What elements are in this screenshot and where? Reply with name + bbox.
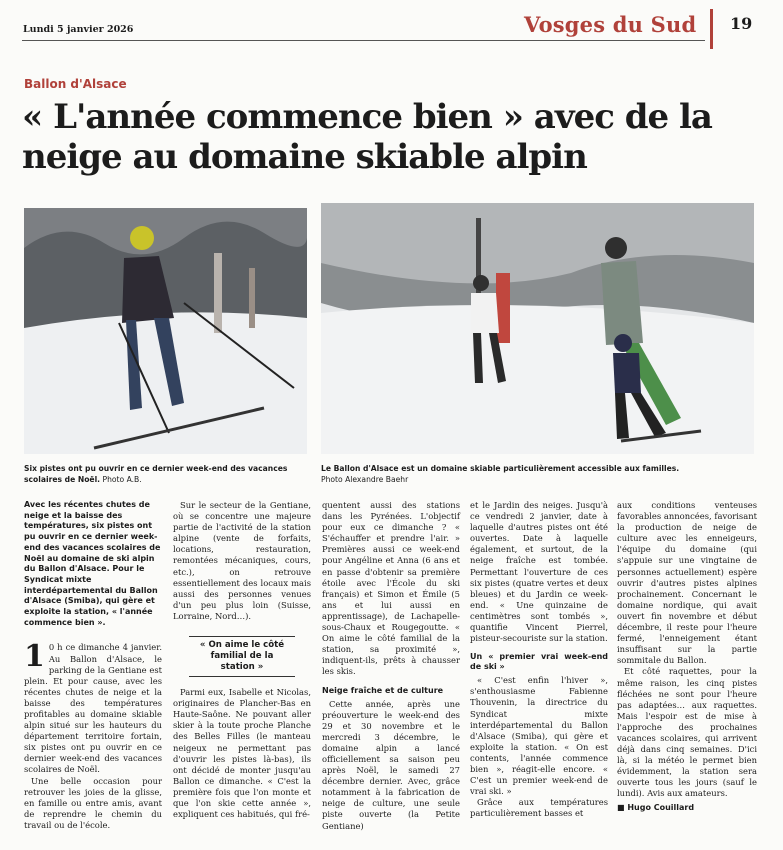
article-headline: « L'année commence bien » avec de la neige au domaine skiable alpin xyxy=(22,97,712,177)
photo1-caption: Six pistes ont pu ouvrir en ce dernier week-end des vacances scolaires de Noël. xyxy=(24,464,288,484)
photo1-caption-block xyxy=(24,463,314,485)
header-rule xyxy=(22,40,705,41)
photo2-caption: Le Ballon d'Alsace est un domaine skiable particulièrement accessible aux familles. xyxy=(321,464,680,473)
article-kicker: Ballon d'Alsace xyxy=(24,77,127,91)
photo2-caption-block xyxy=(321,463,754,485)
dropcap: 1 xyxy=(24,639,45,675)
subheading-neige: Neige fraîche et de culture xyxy=(322,685,444,695)
body-paragraph: Une belle occasion pour retrouver les joies de la glisse, en famille ou entre amis, avant de reprendre le chemin du travail ou de l'école. xyxy=(24,775,162,830)
pull-quote: « On aime le côté familial de la station » xyxy=(189,636,295,677)
section-title: Vosges du Sud xyxy=(524,12,697,37)
photo-family-slope xyxy=(321,203,754,454)
body-paragraph: « C'est enfin l'hiver », s'enthousiasme Fabienne Thouvenin, la directrice du Syndicat mixte interdépartemental du Ballon d'Alsace (Smiba), qui gère et exploite la station. « On est contents, l'année commence bien », réagit-elle encore. « C'est un premier week-end de vrai ski. » xyxy=(470,675,608,797)
photo1-credit: Photo A.B. xyxy=(102,475,142,484)
body-paragraph: quentent aussi des stations dans les Pyrénées. L'objectif pour eux ce dimanche ? « S'échauffer et prendre l'air. » Premières aussi ce week-end pour Angéline et Anna (6 ans et en passe d'obtenir sa première étoile avec l'École du ski français) et Simon et Émile (5 ans et lui aussi en apprentissage), de Lachapelle-sous-Chaux et Rougegoutte. « On aime le côté familial de la station, sa proximité », indiquent-ils, prêts à chausser les skis. xyxy=(322,500,460,677)
column-4 xyxy=(470,500,608,819)
column-3 xyxy=(322,500,460,832)
body-paragraph: Parmi eux, Isabelle et Nicolas, originaires de Plancher-Bas en Haute-Saône. Ne pouvant aller skier à la toute proche Planche des Belles Filles (le manteau neigeux ne permettant pas d'ouvrir les pistes là-bas), ils ont décidé de monter jusqu'au Ballon ce dimanche. « C'est la première fois que l'on monte et que l'on skie cette année », expliquent ces habitués, qui fré- xyxy=(173,687,311,820)
body-paragraph: Et côté raquettes, pour la même raison, les cinq pistes fléchées ne sont pour l'heure pas adaptées… aux raquettes. Mais l'espoir est de mise à l'approche des prochaines vacances scolaires, qui arrivent déjà dans cinq semaines. D'ici là, si la météo le permet bien évidemment, la station sera ouverte tous les jours (sauf le lundi). Avis aux amateurs. xyxy=(617,666,757,799)
subheading-week-end: Un « premier vrai week-end de ski » xyxy=(470,652,608,672)
issue-date: Lundi 5 janvier 2026 xyxy=(23,24,134,35)
body-paragraph: Cette année, après une préouverture le week-end des 29 et 30 novembre et le mercredi 3 décembre, le domaine alpin a lancé officiellement sa saison peu après Noël, le samedi 27 décembre dernier. Avec, grâce notamment à la fabrication de neige de culture, une seule piste ouverte (la Petite Gentiane) xyxy=(322,698,460,831)
column-2 xyxy=(173,500,311,820)
section-divider xyxy=(710,9,713,49)
article-lead: Avec les récentes chutes de neige et la baisse des températures, six pistes ont pu ouvrir en ce dernier week-end des vacances scolaires de Noël au domaine de ski alpin du Ballon d'Alsace. Pour le Syndicat mixte interdépartemental du Ballon d'Alsace (Smiba), qui gère et exploite la station, « l'année commence bien ». xyxy=(24,500,161,627)
photo-skier-child xyxy=(24,208,307,454)
body-paragraph: 0 h ce dimanche 4 janvier. Au Ballon d'Alsace, le parking de la Gentiane est plein. Et pour cause, avec les récentes chutes de neige et la baisse des températures profitables au domaine skiable alpin situé sur les hauteurs du département territoire fortain, six pistes ont pu ouvrir en ce dernier week-end des vacances scolaires de Noël. xyxy=(24,642,162,775)
column-5 xyxy=(617,500,757,813)
body-paragraph: Sur le secteur de la Gentiane, où se concentre une majeure partie de l'activité de la station alpine (vente de forfaits, locations, restauration, remontées mécaniques, cours, etc.), on retrouve essentiellement des locaux mais aussi des personnes venues d'un peu plus loin (Suisse, Lorraine, Nord…). xyxy=(173,500,311,621)
body-paragraph: aux conditions venteuses favorables annoncées, favorisant la production de neige de culture avec les enneigeurs, l'équipe du domaine (qui s'appuie sur une vingtaine de personnes actuellement) espère ouvrir d'autres pistes alpines prochainement. Concernant le domaine nordique, qui avait ouvert fin novembre et début décembre, il reste pour l'heure fermé, l'enneigement étant insuffisant sur la partie sommitale du Ballon. xyxy=(617,500,757,666)
photo2-credit: Photo Alexandre Baehr xyxy=(321,475,409,484)
column-1 xyxy=(24,500,162,831)
author-signature: ■ Hugo Couillard xyxy=(617,802,695,812)
body-paragraph: et le Jardin des neiges. Jusqu'à ce vendredi 2 janvier, date à laquelle d'autres pistes ont été ouvertes. Date à laquelle également, et surtout, de la neige fraîche est tombée. Permettant l'ouverture de ces six pistes (quatre vertes et deux bleues) et du Jardin ce week-end. « Une quinzaine de centimètres sont tombés », quantifie Vincent Pierrel, pisteur-secouriste sur la station. xyxy=(470,500,608,644)
body-paragraph: Grâce aux températures particulièrement basses et xyxy=(470,797,608,819)
page-number: 19 xyxy=(730,14,753,33)
